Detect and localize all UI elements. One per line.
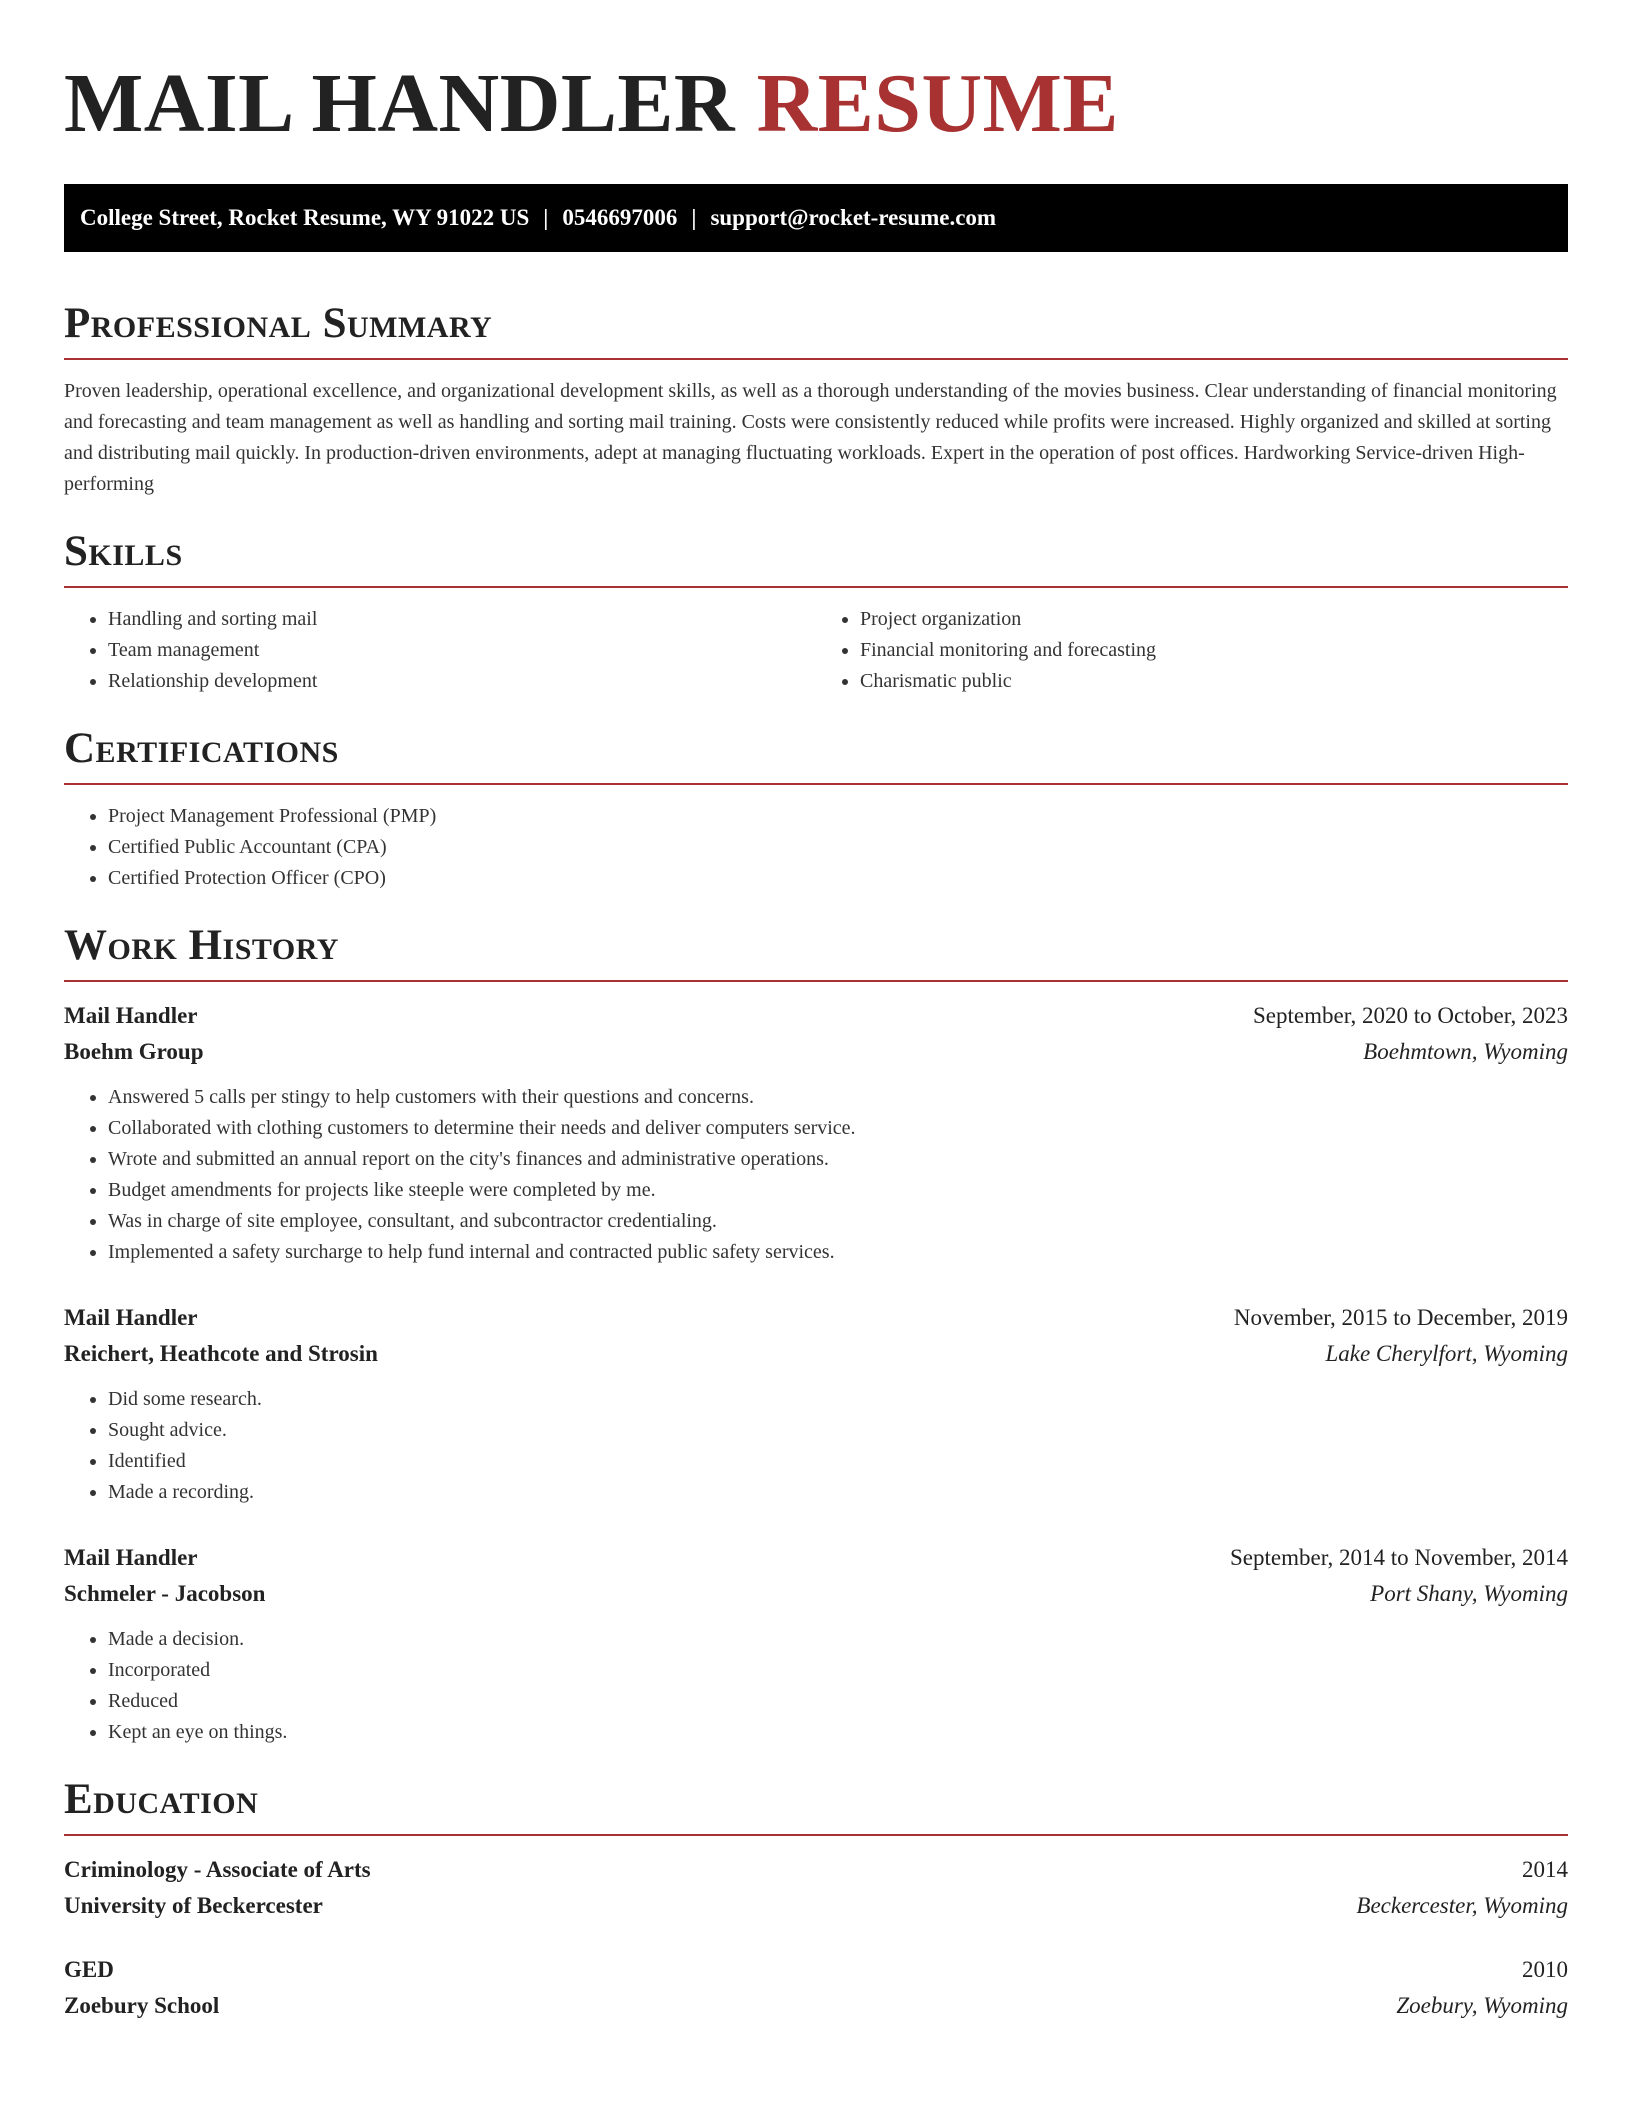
skills-section bbox=[64, 526, 1568, 697]
education-location: Zoebury, Wyoming bbox=[1396, 1993, 1568, 2018]
job-duty: • Sought advice. bbox=[108, 1415, 1568, 1446]
job-dates: September, 2014 to November, 2014 bbox=[1230, 1545, 1568, 1570]
skills-list-left bbox=[64, 604, 816, 697]
job-duty: • Collaborated with clothing customers to determine their needs and deliver computers service. bbox=[108, 1113, 1568, 1144]
education-school-row bbox=[64, 1888, 1568, 1924]
contact-phone: 0546697006 bbox=[562, 205, 678, 230]
skill-item: • Project organization bbox=[860, 604, 1568, 635]
job-duty: • Did some research. bbox=[108, 1384, 1568, 1415]
job-company: Boehm Group bbox=[64, 1039, 204, 1064]
contact-separator: | bbox=[543, 205, 549, 230]
skill-item: • Charismatic public bbox=[860, 666, 1568, 697]
job-title-row bbox=[64, 1300, 1568, 1336]
summary-section bbox=[64, 298, 1568, 500]
job-location: Lake Cherylfort, Wyoming bbox=[1325, 1341, 1568, 1366]
job-company-row bbox=[64, 1034, 1568, 1070]
job-company-row bbox=[64, 1576, 1568, 1612]
certifications-list bbox=[64, 801, 1568, 894]
job-company: Reichert, Heathcote and Strosin bbox=[64, 1341, 378, 1366]
job-company-row bbox=[64, 1336, 1568, 1372]
job-entry bbox=[64, 1540, 1568, 1748]
summary-text: Proven leadership, operational excellence, and organizational development skills, as well as a thorough understanding of the movies business. Clear understanding of financial monitoring and forecasting and team management as well as handling and sorting mail training. Costs were consistently reduced while profits were increased. Highly organized and skilled at sorting and distributing mail quickly. In production-driven environments, adept at managing fluctuating workloads. Expert in the operation of post offices. Hardworking Service-driven High-performing bbox=[64, 380, 1557, 495]
education-school: University of Beckercester bbox=[64, 1893, 323, 1918]
education-degree: GED bbox=[64, 1957, 114, 1982]
job-location: Port Shany, Wyoming bbox=[1370, 1581, 1568, 1606]
education-school-row bbox=[64, 1988, 1568, 2024]
education-school: Zoebury School bbox=[64, 1993, 220, 2018]
section-divider bbox=[64, 783, 1568, 785]
certification-item: • Certified Public Accountant (CPA) bbox=[108, 832, 1568, 863]
education-degree-row bbox=[64, 1952, 1568, 1988]
job-duties-list bbox=[64, 1082, 1568, 1268]
job-duty: • Wrote and submitted an annual report on the city's finances and administrative operations. bbox=[108, 1144, 1568, 1175]
skills-grid bbox=[64, 604, 1568, 697]
section-heading-certifications: Certifications bbox=[64, 725, 339, 772]
certification-item: • Certified Protection Officer (CPO) bbox=[108, 863, 1568, 894]
skills-list-right bbox=[816, 604, 1568, 697]
education-degree-row bbox=[64, 1852, 1568, 1888]
job-duty: • Made a recording. bbox=[108, 1477, 1568, 1508]
job-entry bbox=[64, 1300, 1568, 1508]
job-company: Schmeler - Jacobson bbox=[64, 1581, 266, 1606]
section-heading-education: Education bbox=[64, 1776, 259, 1823]
skill-item: • Relationship development bbox=[108, 666, 816, 697]
job-title: Mail Handler bbox=[64, 1003, 198, 1028]
section-divider bbox=[64, 586, 1568, 588]
work-history-section bbox=[64, 920, 1568, 1748]
job-title-row bbox=[64, 1540, 1568, 1576]
education-section bbox=[64, 1774, 1568, 2024]
job-duty: • Identified bbox=[108, 1446, 1568, 1477]
education-degree: Criminology - Associate of Arts bbox=[64, 1857, 371, 1882]
job-duties-list bbox=[64, 1624, 1568, 1748]
skills-column-left bbox=[64, 604, 816, 697]
job-title: Mail Handler bbox=[64, 1545, 198, 1570]
skill-item: • Handling and sorting mail bbox=[108, 604, 816, 635]
job-title-row bbox=[64, 998, 1568, 1034]
title-accent: RESUME bbox=[756, 57, 1119, 150]
skills-column-right bbox=[816, 604, 1568, 697]
job-duty: • Kept an eye on things. bbox=[108, 1717, 1568, 1748]
job-duty: • Implemented a safety surcharge to help fund internal and contracted public safety services. bbox=[108, 1237, 1568, 1268]
job-entry bbox=[64, 998, 1568, 1268]
skill-item: • Team management bbox=[108, 635, 816, 666]
section-divider bbox=[64, 1834, 1568, 1836]
education-entry bbox=[64, 1952, 1568, 2024]
contact-separator: | bbox=[691, 205, 697, 230]
job-dates: September, 2020 to October, 2023 bbox=[1253, 1003, 1568, 1028]
job-title: Mail Handler bbox=[64, 1305, 198, 1330]
job-duty: • Answered 5 calls per stingy to help customers with their questions and concerns. bbox=[108, 1082, 1568, 1113]
section-divider bbox=[64, 980, 1568, 982]
section-divider bbox=[64, 358, 1568, 360]
contact-bar bbox=[64, 184, 1568, 252]
certifications-section bbox=[64, 723, 1568, 894]
certification-item: • Project Management Professional (PMP) bbox=[108, 801, 1568, 832]
skill-item: • Financial monitoring and forecasting bbox=[860, 635, 1568, 666]
section-heading-work-history: Work History bbox=[64, 922, 339, 969]
job-duty: • Incorporated bbox=[108, 1655, 1568, 1686]
contact-address: College Street, Rocket Resume, WY 91022 US bbox=[80, 205, 530, 230]
job-dates: November, 2015 to December, 2019 bbox=[1233, 1305, 1568, 1330]
section-heading-summary: Professional Summary bbox=[64, 300, 493, 347]
job-duties-list bbox=[64, 1384, 1568, 1508]
title-main: MAIL HANDLER bbox=[64, 57, 736, 150]
contact-email: support@rocket-resume.com bbox=[710, 205, 997, 230]
education-year: 2014 bbox=[1522, 1857, 1568, 1882]
job-duty: • Was in charge of site employee, consultant, and subcontractor credentialing. bbox=[108, 1206, 1568, 1237]
job-duty: • Made a decision. bbox=[108, 1624, 1568, 1655]
resume-title bbox=[64, 0, 1568, 150]
education-entry bbox=[64, 1852, 1568, 1924]
education-year: 2010 bbox=[1522, 1957, 1568, 1982]
education-location: Beckercester, Wyoming bbox=[1356, 1893, 1568, 1918]
section-heading-skills: Skills bbox=[64, 528, 183, 575]
job-duty: • Reduced bbox=[108, 1686, 1568, 1717]
job-location: Boehmtown, Wyoming bbox=[1363, 1039, 1568, 1064]
job-duty: • Budget amendments for projects like steeple were completed by me. bbox=[108, 1175, 1568, 1206]
